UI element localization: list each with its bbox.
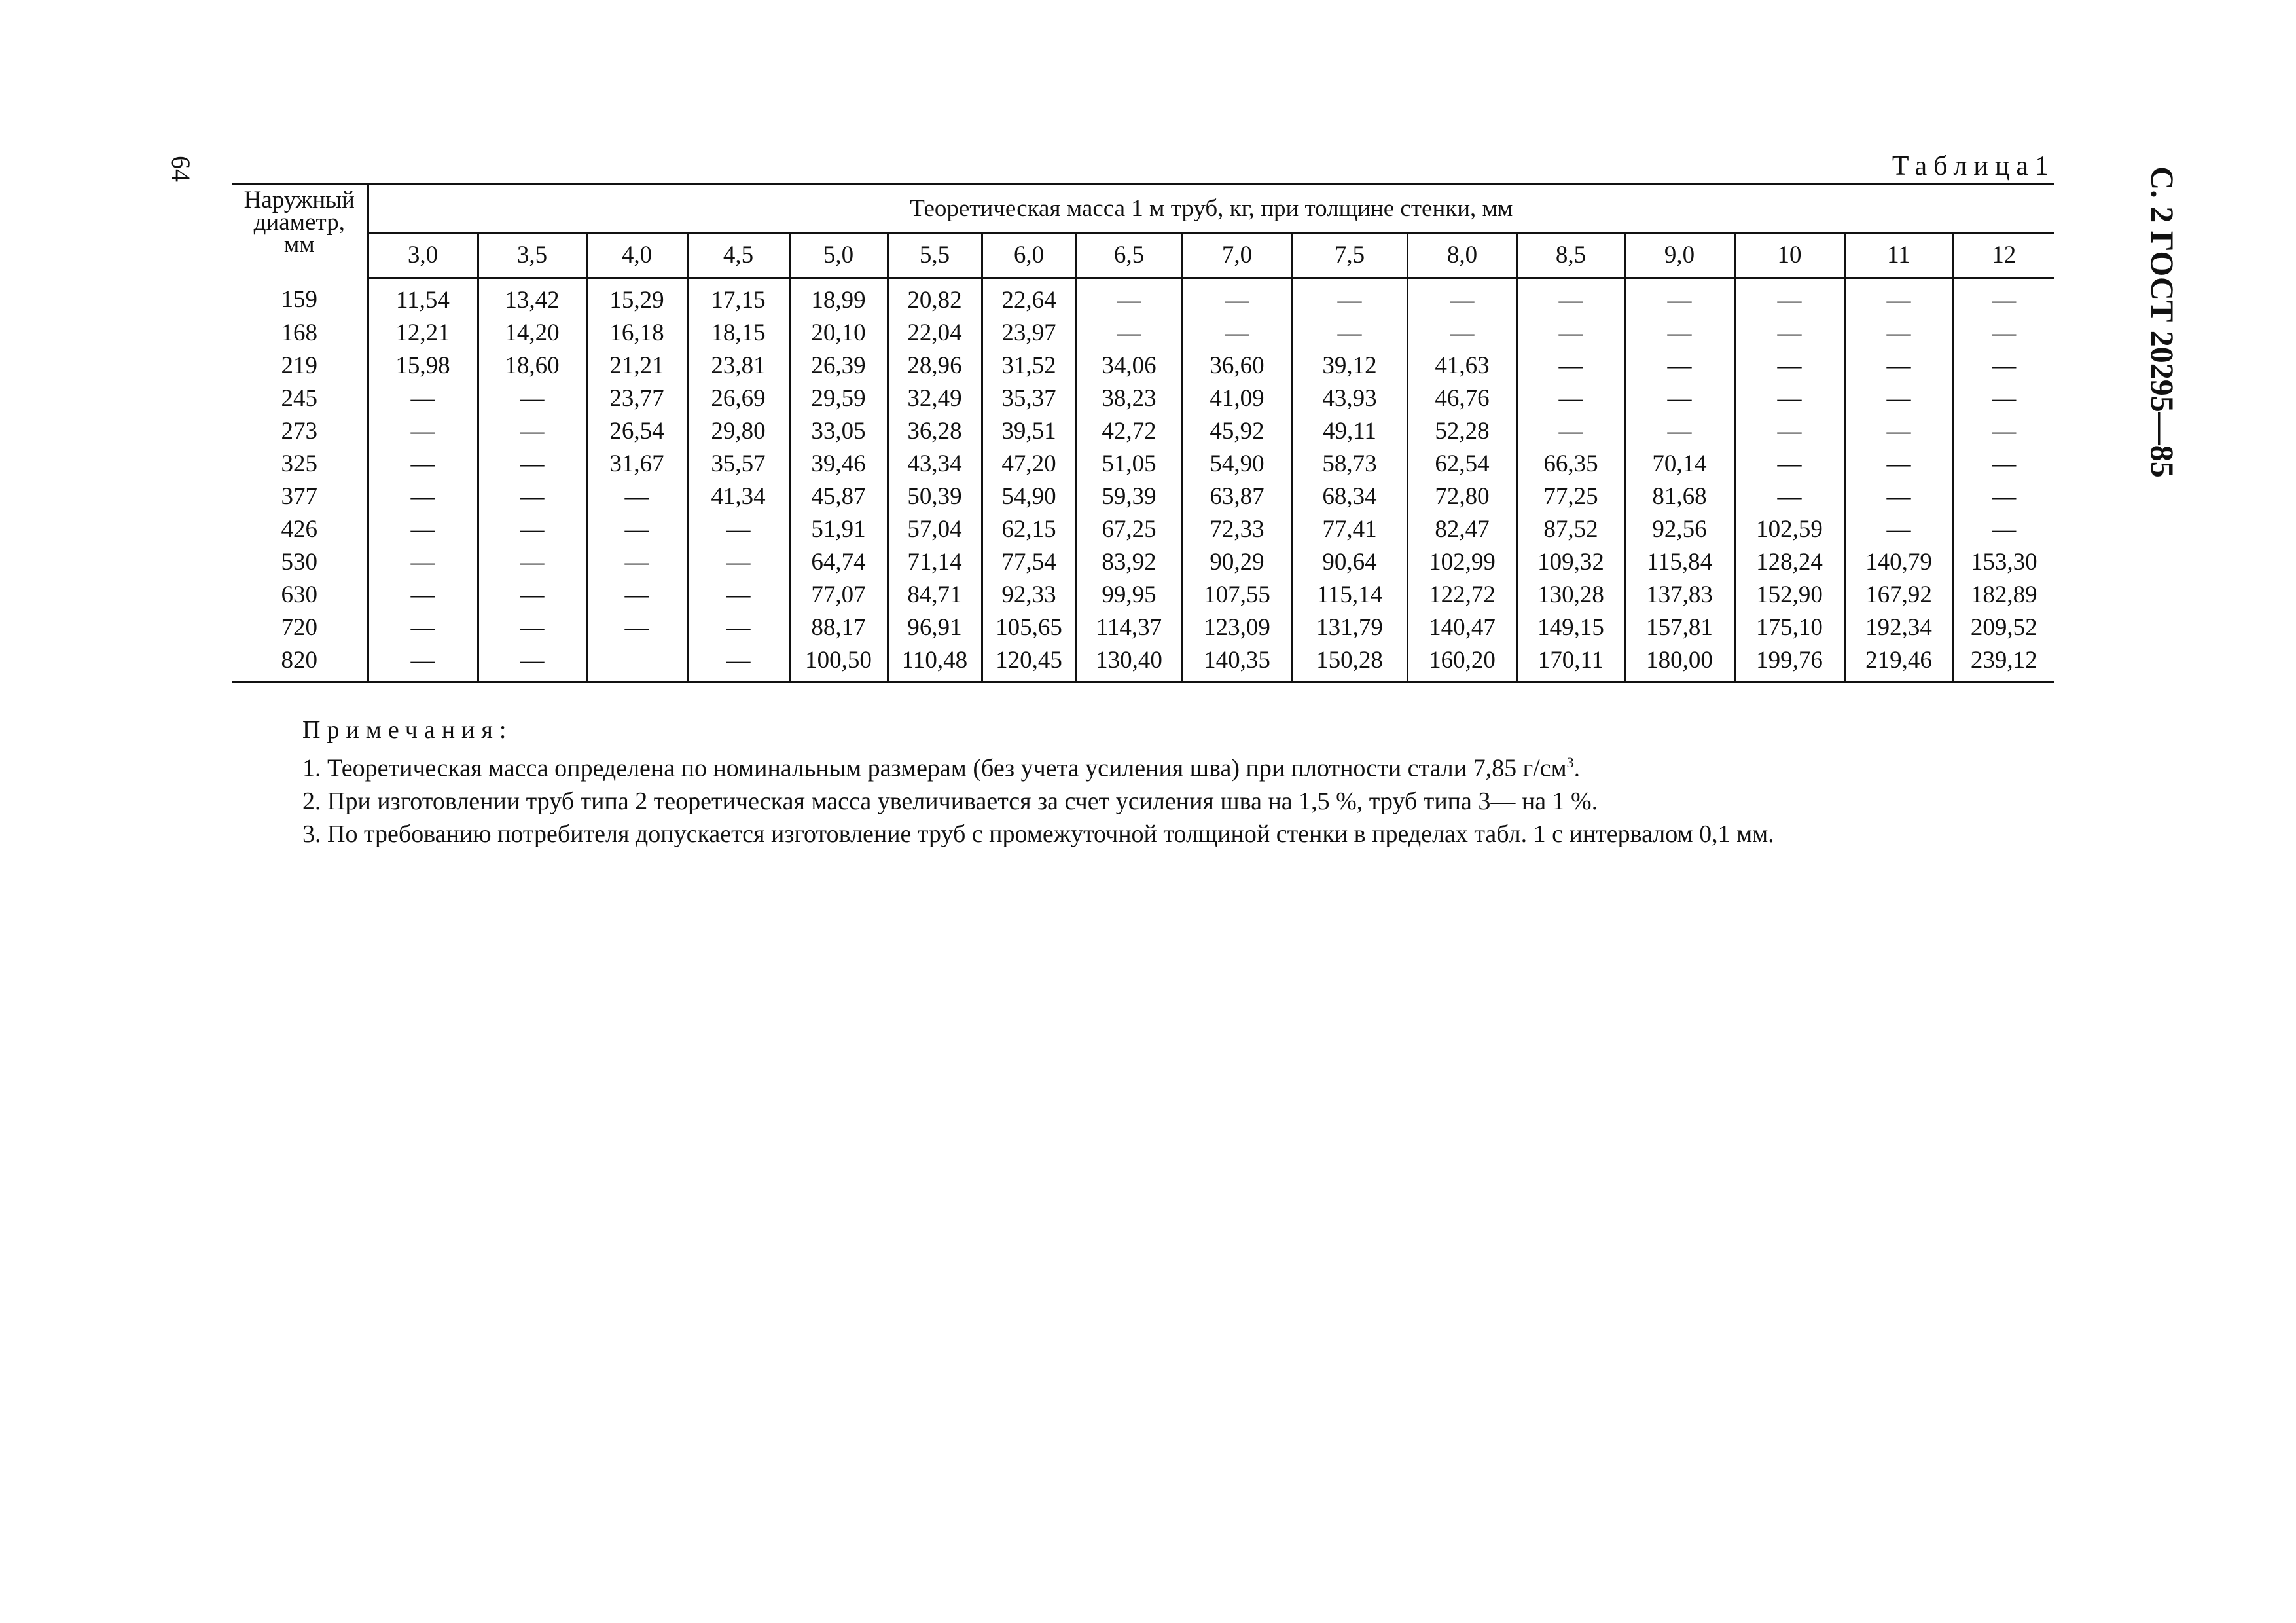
mass-cell: — xyxy=(478,579,586,611)
diameter-column-header xyxy=(232,185,368,278)
mass-cell: — xyxy=(1953,513,2054,546)
mass-cell: — xyxy=(1624,317,1734,350)
mass-cell: 12,21 xyxy=(368,317,478,350)
mass-cell: 77,25 xyxy=(1517,481,1624,513)
mass-cell: 35,37 xyxy=(982,382,1076,415)
mass-cell: 36,60 xyxy=(1182,350,1292,382)
mass-cell: — xyxy=(478,611,586,644)
mass-cell: 17,15 xyxy=(687,278,789,318)
diameter-cell: 377 xyxy=(281,483,317,510)
wall-thickness-header: 6,5 xyxy=(1076,233,1182,278)
mass-cell: — xyxy=(1517,317,1624,350)
mass-cell: 150,28 xyxy=(1292,644,1407,682)
mass-cell: — xyxy=(1844,448,1953,481)
diameter-cell: 820 xyxy=(281,647,317,674)
mass-cell: — xyxy=(1734,382,1844,415)
mass-cell: 130,40 xyxy=(1076,644,1182,682)
table-caption: Таблица1 xyxy=(1892,151,2055,181)
mass-cell: 21,21 xyxy=(586,350,687,382)
mass-cell: 46,76 xyxy=(1407,382,1517,415)
mass-cell: 77,07 xyxy=(789,579,888,611)
mass-cell: 152,90 xyxy=(1734,579,1844,611)
mass-cell: 34,06 xyxy=(1076,350,1182,382)
mass-cell: 140,47 xyxy=(1407,611,1517,644)
mass-cell: 72,33 xyxy=(1182,513,1292,546)
mass-cell: 31,67 xyxy=(586,448,687,481)
mass-group-header: Теоретическая масса 1 м труб, кг, при толщине стенки, мм xyxy=(368,185,2054,234)
mass-cell: 11,54 xyxy=(368,278,478,318)
mass-cell: — xyxy=(368,546,478,579)
wall-thickness-header: 12 xyxy=(1953,233,2054,278)
mass-cell: — xyxy=(1407,278,1517,318)
mass-cell: 29,59 xyxy=(789,382,888,415)
wall-thickness-header-row xyxy=(232,233,2054,278)
diameter-cell: 530 xyxy=(281,549,317,575)
mass-cell: 219,46 xyxy=(1844,644,1953,682)
mass-cell: 115,14 xyxy=(1292,579,1407,611)
note-item: 2. При изготовлении труб типа 2 теоретическая масса увеличивается за счет усиления шва на 1,5 %, труб типа 3— на 1 %. xyxy=(302,787,1598,815)
table-row xyxy=(232,644,2054,682)
mass-cell: 41,34 xyxy=(687,481,789,513)
wall-thickness-header: 3,0 xyxy=(368,233,478,278)
mass-cell: 57,04 xyxy=(888,513,982,546)
mass-cell: 77,54 xyxy=(982,546,1076,579)
mass-cell: 45,92 xyxy=(1182,415,1292,448)
table-body xyxy=(232,278,2054,682)
mass-cell: — xyxy=(1734,448,1844,481)
wall-thickness-header: 6,0 xyxy=(982,233,1076,278)
mass-cell: 209,52 xyxy=(1953,611,2054,644)
mass-cell: 39,12 xyxy=(1292,350,1407,382)
mass-cell: 58,73 xyxy=(1292,448,1407,481)
mass-cell: 239,12 xyxy=(1953,644,2054,682)
mass-cell: 50,39 xyxy=(888,481,982,513)
table-row xyxy=(232,278,2054,318)
mass-cell: 115,84 xyxy=(1624,546,1734,579)
mass-cell: — xyxy=(1844,350,1953,382)
mass-cell: 32,49 xyxy=(888,382,982,415)
diameter-cell: 245 xyxy=(281,385,317,412)
table-row xyxy=(232,579,2054,611)
mass-cell: — xyxy=(687,513,789,546)
table-row xyxy=(232,513,2054,546)
wall-thickness-header: 9,0 xyxy=(1624,233,1734,278)
mass-cell: 14,20 xyxy=(478,317,586,350)
mass-cell: — xyxy=(687,546,789,579)
mass-cell: 45,87 xyxy=(789,481,888,513)
diameter-cell: 630 xyxy=(281,581,317,608)
mass-cell: 77,41 xyxy=(1292,513,1407,546)
wall-thickness-header: 3,5 xyxy=(478,233,586,278)
mass-cell: 82,47 xyxy=(1407,513,1517,546)
mass-cell: 39,46 xyxy=(789,448,888,481)
mass-cell: — xyxy=(1517,350,1624,382)
wall-thickness-header: 4,0 xyxy=(586,233,687,278)
mass-cell: — xyxy=(1517,382,1624,415)
mass-cell: 88,17 xyxy=(789,611,888,644)
mass-cell: — xyxy=(478,513,586,546)
mass-cell: 20,10 xyxy=(789,317,888,350)
wall-thickness-header: 4,5 xyxy=(687,233,789,278)
table-row xyxy=(232,448,2054,481)
mass-cell: 100,50 xyxy=(789,644,888,682)
mass-cell: — xyxy=(586,546,687,579)
mass-cell: — xyxy=(1953,481,2054,513)
diameter-header-line: диаметр, xyxy=(253,209,345,236)
mass-cell: — xyxy=(586,513,687,546)
mass-cell: 102,99 xyxy=(1407,546,1517,579)
mass-cell: 23,77 xyxy=(586,382,687,415)
mass-cell: — xyxy=(1844,415,1953,448)
mass-cell: — xyxy=(1844,513,1953,546)
mass-cell: 99,95 xyxy=(1076,579,1182,611)
mass-cell: 42,72 xyxy=(1076,415,1182,448)
mass-cell: — xyxy=(1844,317,1953,350)
note-superscript: 3 xyxy=(1566,754,1574,771)
mass-cell: — xyxy=(1734,481,1844,513)
mass-cell: — xyxy=(368,448,478,481)
wall-thickness-header: 10 xyxy=(1734,233,1844,278)
mass-cell: — xyxy=(687,579,789,611)
mass-cell: 149,15 xyxy=(1517,611,1624,644)
diameter-cell: 219 xyxy=(281,352,317,379)
mass-cell: 62,54 xyxy=(1407,448,1517,481)
mass-cell: 26,39 xyxy=(789,350,888,382)
mass-cell: 96,91 xyxy=(888,611,982,644)
table-row xyxy=(232,350,2054,382)
mass-cell: 66,35 xyxy=(1517,448,1624,481)
diameter-cell: 426 xyxy=(281,516,317,543)
mass-cell: — xyxy=(1292,278,1407,318)
mass-cell: 180,00 xyxy=(1624,644,1734,682)
mass-cell: 182,89 xyxy=(1953,579,2054,611)
diameter-cell: 273 xyxy=(281,418,317,445)
mass-cell: — xyxy=(478,546,586,579)
mass-cell: 130,28 xyxy=(1517,579,1624,611)
table-row xyxy=(232,415,2054,448)
mass-cell: 20,82 xyxy=(888,278,982,318)
mass-cell: 18,99 xyxy=(789,278,888,318)
mass-cell: 47,20 xyxy=(982,448,1076,481)
mass-cell: 63,87 xyxy=(1182,481,1292,513)
mass-cell: — xyxy=(586,481,687,513)
wall-thickness-header: 7,0 xyxy=(1182,233,1292,278)
table-header-row xyxy=(232,185,2054,234)
mass-cell: 90,29 xyxy=(1182,546,1292,579)
mass-cell: 26,69 xyxy=(687,382,789,415)
mass-cell: 160,20 xyxy=(1407,644,1517,682)
mass-cell: — xyxy=(1953,278,2054,318)
mass-cell: — xyxy=(368,579,478,611)
mass-cell: — xyxy=(1844,278,1953,318)
mass-cell: 33,05 xyxy=(789,415,888,448)
mass-cell: — xyxy=(1953,382,2054,415)
mass-cell: 92,56 xyxy=(1624,513,1734,546)
mass-cell: 175,10 xyxy=(1734,611,1844,644)
mass-cell: 157,81 xyxy=(1624,611,1734,644)
mass-cell: 72,80 xyxy=(1407,481,1517,513)
mass-cell: 15,98 xyxy=(368,350,478,382)
mass-cell: 36,28 xyxy=(888,415,982,448)
mass-cell: 114,37 xyxy=(1076,611,1182,644)
mass-cell: — xyxy=(1076,278,1182,318)
note-text: 1. Теоретическая масса определена по номинальным размерам (без учета усиления шва) при плотности стали 7,85 г/см xyxy=(302,754,1567,782)
mass-cell: 81,68 xyxy=(1624,481,1734,513)
mass-cell: 39,51 xyxy=(982,415,1076,448)
mass-cell: — xyxy=(368,481,478,513)
document-side-header: С. 2 ГОСТ 20295—85 xyxy=(2144,166,2181,478)
mass-cell: — xyxy=(478,481,586,513)
mass-cell: 22,64 xyxy=(982,278,1076,318)
mass-cell: 23,97 xyxy=(982,317,1076,350)
table-row xyxy=(232,382,2054,415)
note-item xyxy=(302,746,2070,785)
mass-cell: — xyxy=(1076,317,1182,350)
mass-cell: 64,74 xyxy=(789,546,888,579)
mass-cell: 28,96 xyxy=(888,350,982,382)
mass-cell: — xyxy=(1953,317,2054,350)
mass-cell: — xyxy=(368,644,478,682)
mass-cell: — xyxy=(368,611,478,644)
mass-cell: 59,39 xyxy=(1076,481,1182,513)
mass-cell: 15,29 xyxy=(586,278,687,318)
mass-cell: — xyxy=(1624,278,1734,318)
mass-cell: — xyxy=(1734,278,1844,318)
mass-cell: 29,80 xyxy=(687,415,789,448)
mass-cell: — xyxy=(1844,382,1953,415)
diameter-header-line: мм xyxy=(283,231,315,258)
mass-cell: — xyxy=(1953,448,2054,481)
note-item: 3. По требованию потребителя допускается изготовление труб с промежуточной толщиной стенки в пределах табл. 1 с интервалом 0,1 мм. xyxy=(302,820,1774,848)
mass-cell: 122,72 xyxy=(1407,579,1517,611)
table-row xyxy=(232,317,2054,350)
notes-title: Примечания: xyxy=(302,716,513,744)
mass-cell: 137,83 xyxy=(1624,579,1734,611)
diameter-cell: 159 xyxy=(281,286,317,314)
mass-cell: — xyxy=(368,415,478,448)
mass-cell: 105,65 xyxy=(982,611,1076,644)
mass-cell: — xyxy=(1953,350,2054,382)
mass-cell: 84,71 xyxy=(888,579,982,611)
mass-cell: — xyxy=(1734,350,1844,382)
mass-cell: — xyxy=(368,382,478,415)
mass-cell: — xyxy=(1517,415,1624,448)
mass-cell: 167,92 xyxy=(1844,579,1953,611)
mass-cell: 87,52 xyxy=(1517,513,1624,546)
mass-cell: — xyxy=(1407,317,1517,350)
mass-cell: 110,48 xyxy=(888,644,982,682)
mass-cell: 23,81 xyxy=(687,350,789,382)
table-row xyxy=(232,546,2054,579)
mass-cell: — xyxy=(1624,415,1734,448)
mass-cell: — xyxy=(586,579,687,611)
mass-cell: 102,59 xyxy=(1734,513,1844,546)
wall-thickness-header: 11 xyxy=(1844,233,1953,278)
mass-cell: 109,32 xyxy=(1517,546,1624,579)
mass-cell: 153,30 xyxy=(1953,546,2054,579)
mass-cell: — xyxy=(1953,415,2054,448)
notes-section xyxy=(302,714,2070,850)
mass-cell: 131,79 xyxy=(1292,611,1407,644)
mass-cell: 54,90 xyxy=(1182,448,1292,481)
mass-cell: 120,45 xyxy=(982,644,1076,682)
mass-cell: 123,09 xyxy=(1182,611,1292,644)
wall-thickness-header: 5,0 xyxy=(789,233,888,278)
mass-cell: — xyxy=(1182,317,1292,350)
diameter-cell: 168 xyxy=(281,319,317,346)
mass-cell: 13,42 xyxy=(478,278,586,318)
mass-cell: — xyxy=(687,644,789,682)
diameter-cell: 325 xyxy=(281,450,317,477)
diameter-cell: 720 xyxy=(281,614,317,641)
mass-cell: — xyxy=(1734,415,1844,448)
mass-cell: 38,23 xyxy=(1076,382,1182,415)
mass-cell: 67,25 xyxy=(1076,513,1182,546)
mass-cell: — xyxy=(586,611,687,644)
mass-cell: — xyxy=(687,611,789,644)
mass-cell: 31,52 xyxy=(982,350,1076,382)
mass-table xyxy=(232,183,2054,683)
mass-cell: 140,35 xyxy=(1182,644,1292,682)
mass-cell: 70,14 xyxy=(1624,448,1734,481)
mass-cell: 199,76 xyxy=(1734,644,1844,682)
mass-cell: 54,90 xyxy=(982,481,1076,513)
mass-cell: 107,55 xyxy=(1182,579,1292,611)
mass-cell: 26,54 xyxy=(586,415,687,448)
mass-cell: — xyxy=(1734,317,1844,350)
mass-cell: 90,64 xyxy=(1292,546,1407,579)
mass-cell xyxy=(586,644,687,682)
mass-cell: — xyxy=(1292,317,1407,350)
table-row xyxy=(232,611,2054,644)
mass-cell: 140,79 xyxy=(1844,546,1953,579)
mass-cell: 68,34 xyxy=(1292,481,1407,513)
mass-cell: — xyxy=(1844,481,1953,513)
mass-cell: 51,91 xyxy=(789,513,888,546)
mass-cell: 170,11 xyxy=(1517,644,1624,682)
mass-cell: 62,15 xyxy=(982,513,1076,546)
mass-cell: 22,04 xyxy=(888,317,982,350)
mass-cell: — xyxy=(478,644,586,682)
note-tail: . xyxy=(1573,754,1581,782)
wall-thickness-header: 8,5 xyxy=(1517,233,1624,278)
mass-cell: — xyxy=(368,513,478,546)
mass-cell: 16,18 xyxy=(586,317,687,350)
mass-cell: 41,63 xyxy=(1407,350,1517,382)
mass-cell: 18,15 xyxy=(687,317,789,350)
mass-cell: 192,34 xyxy=(1844,611,1953,644)
mass-cell: 71,14 xyxy=(888,546,982,579)
mass-cell: 83,92 xyxy=(1076,546,1182,579)
wall-thickness-header: 5,5 xyxy=(888,233,982,278)
mass-cell: 18,60 xyxy=(478,350,586,382)
wall-thickness-header: 7,5 xyxy=(1292,233,1407,278)
mass-cell: — xyxy=(478,448,586,481)
mass-cell: — xyxy=(478,415,586,448)
mass-cell: — xyxy=(478,382,586,415)
mass-cell: 92,33 xyxy=(982,579,1076,611)
mass-cell: 41,09 xyxy=(1182,382,1292,415)
mass-cell: 49,11 xyxy=(1292,415,1407,448)
wall-thickness-header: 8,0 xyxy=(1407,233,1517,278)
table-row xyxy=(232,481,2054,513)
mass-cell: 128,24 xyxy=(1734,546,1844,579)
mass-cell: — xyxy=(1624,382,1734,415)
mass-cell: — xyxy=(1517,278,1624,318)
mass-cell: 51,05 xyxy=(1076,448,1182,481)
mass-cell: 43,34 xyxy=(888,448,982,481)
mass-cell: — xyxy=(1624,350,1734,382)
mass-cell: — xyxy=(1182,278,1292,318)
diameter-header-line: Наружный xyxy=(243,187,355,213)
mass-cell: 35,57 xyxy=(687,448,789,481)
mass-cell: 43,93 xyxy=(1292,382,1407,415)
page-number: 64 xyxy=(166,156,196,182)
mass-cell: 52,28 xyxy=(1407,415,1517,448)
